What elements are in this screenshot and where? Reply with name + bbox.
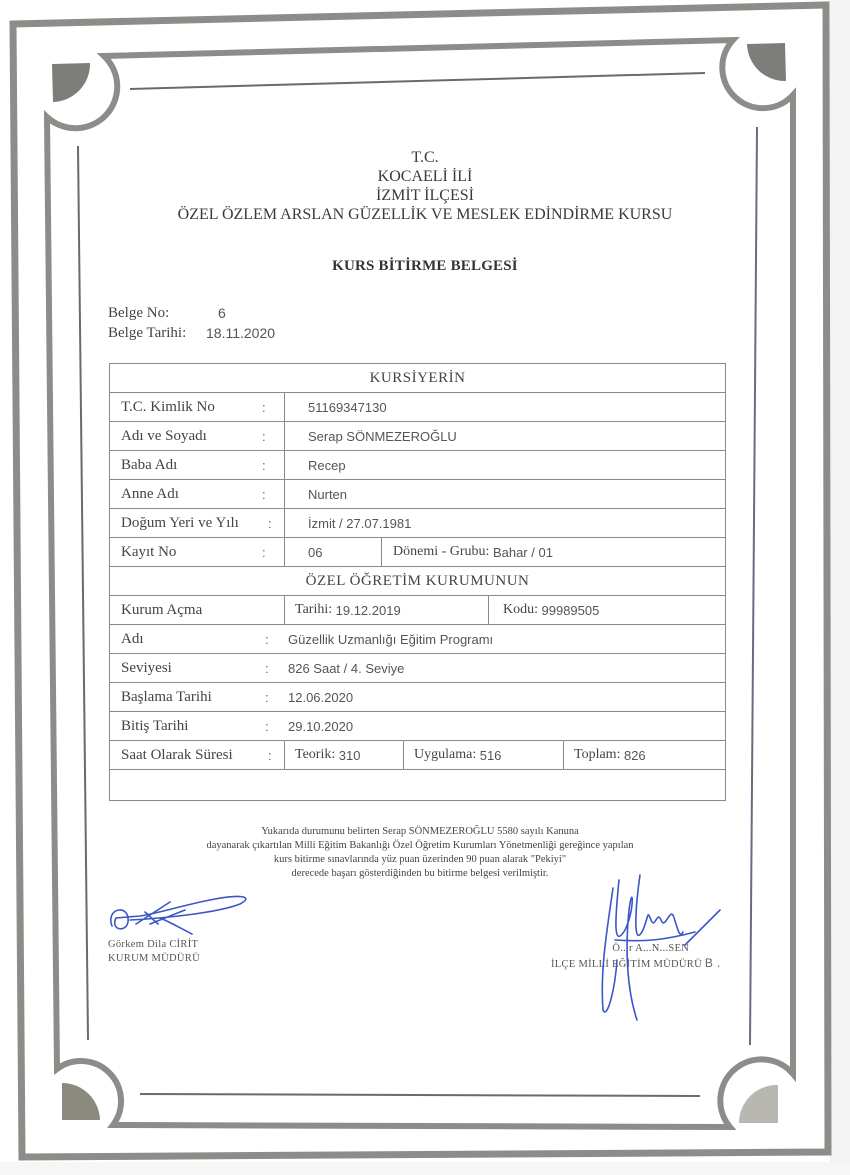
certificate-date-label: Belge Tarihi: bbox=[108, 325, 187, 341]
row-label-cell bbox=[110, 654, 284, 682]
table-row bbox=[110, 682, 725, 711]
top-rule bbox=[130, 73, 705, 89]
certificate-meta bbox=[108, 303, 275, 343]
row-value: Nurten bbox=[284, 480, 347, 508]
table-row bbox=[110, 392, 725, 421]
right-signatory-suffix: B . bbox=[704, 956, 721, 970]
table-row bbox=[110, 624, 725, 653]
colon: : bbox=[265, 660, 269, 676]
colon: : bbox=[262, 399, 266, 415]
table-row bbox=[110, 421, 725, 450]
right-rule bbox=[750, 127, 757, 1045]
row-label: Doğum Yeri ve Yılı bbox=[121, 514, 239, 531]
total-cell bbox=[563, 741, 646, 769]
term-group-cell bbox=[381, 538, 553, 566]
signature-right bbox=[585, 870, 735, 1025]
certificate-number-row bbox=[108, 303, 275, 323]
row-label-cell bbox=[110, 422, 284, 450]
colon: : bbox=[262, 428, 266, 444]
table-row bbox=[110, 450, 725, 479]
theory-label: Teorik: bbox=[295, 747, 336, 762]
row-label-cell bbox=[110, 683, 284, 711]
row-value: Serap SÖNMEZEROĞLU bbox=[284, 422, 457, 450]
term-group-label: Dönemi - Grubu: bbox=[393, 544, 490, 559]
statement-line: kurs bitirme sınavlarında yüz puan üzerinden 90 puan alarak "Pekiyi" bbox=[273, 854, 567, 865]
registration-number: 06 bbox=[284, 538, 381, 566]
practice-value: 516 bbox=[479, 747, 502, 763]
opening-code-value: 99989505 bbox=[541, 602, 600, 618]
statement-line: Yukarıda durumunu belirten Serap SÖNMEZEROĞLU 5580 sayılı Kanuna bbox=[261, 826, 579, 837]
row-value: 51169347130 bbox=[284, 393, 387, 421]
table-row bbox=[110, 479, 725, 508]
row-label: Bitiş Tarihi bbox=[121, 717, 189, 734]
row-label-cell bbox=[110, 480, 284, 508]
right-signatory-title: İLÇE MİLLİ EĞİTİM MÜDÜRÜ bbox=[551, 959, 702, 970]
total-value: 826 bbox=[623, 747, 646, 763]
practice-cell bbox=[403, 741, 563, 769]
opening-date-label: Tarihi: bbox=[295, 602, 333, 617]
certificate-number-value: 6 bbox=[218, 305, 226, 321]
corner-ornament-top-left bbox=[52, 63, 90, 102]
row-label: Baba Adı bbox=[121, 456, 178, 473]
row-value: 12.06.2020 bbox=[288, 689, 354, 705]
issuer-header bbox=[100, 148, 750, 224]
registration-label: Kayıt No bbox=[121, 543, 177, 560]
theory-cell bbox=[284, 741, 403, 769]
opening-row bbox=[110, 595, 725, 624]
trainee-section-header bbox=[110, 364, 725, 392]
theory-value: 310 bbox=[338, 747, 361, 763]
left-signatory-name: Görkem Dila CİRİT bbox=[108, 939, 199, 950]
document-title: KURS BİTİRME BELGESİ bbox=[332, 258, 518, 274]
opening-code-label: Kodu: bbox=[503, 602, 538, 617]
row-label-cell bbox=[110, 393, 284, 421]
practice-label: Uygulama: bbox=[414, 747, 477, 762]
opening-code-cell bbox=[488, 596, 599, 624]
certificate-date-row bbox=[108, 323, 275, 343]
empty-row bbox=[110, 769, 725, 800]
bottom-rule bbox=[140, 1094, 700, 1096]
duration-label-cell bbox=[110, 741, 284, 769]
institution-section-header bbox=[110, 566, 725, 595]
term-group-value: Bahar / 01 bbox=[492, 544, 553, 560]
details-table bbox=[109, 363, 726, 801]
header-province: KOCAELİ İLİ bbox=[377, 168, 473, 185]
opening-date-value: 19.12.2019 bbox=[335, 602, 401, 618]
row-label: Başlama Tarihi bbox=[121, 688, 212, 705]
registration-row bbox=[110, 537, 725, 566]
colon: : bbox=[265, 689, 269, 705]
left-signatory bbox=[108, 938, 200, 966]
table-row bbox=[110, 711, 725, 740]
colon: : bbox=[262, 544, 266, 560]
row-label-cell bbox=[110, 451, 284, 479]
header-district: İZMİT İLÇESİ bbox=[376, 187, 474, 204]
corner-ornament-top-right bbox=[747, 43, 786, 81]
trainee-section-title: KURSİYERİN bbox=[369, 369, 466, 386]
duration-row bbox=[110, 740, 725, 769]
row-value: İzmit / 27.07.1981 bbox=[284, 509, 411, 537]
right-signatory-name: Ö...r A...N...SEN bbox=[612, 943, 690, 954]
institution-section-title: ÖZEL ÖĞRETİM KURUMUNUN bbox=[305, 572, 530, 589]
row-label-cell bbox=[110, 625, 284, 653]
row-label-cell bbox=[110, 712, 284, 740]
row-label: Adı bbox=[121, 630, 144, 647]
row-label: Anne Adı bbox=[121, 485, 179, 502]
total-label: Toplam: bbox=[574, 747, 621, 762]
row-value: Recep bbox=[284, 451, 346, 479]
row-value: 29.10.2020 bbox=[288, 718, 354, 734]
table-row bbox=[110, 653, 725, 682]
colon: : bbox=[268, 515, 272, 531]
row-label: T.C. Kimlik No bbox=[121, 398, 215, 415]
opening-date-cell bbox=[284, 596, 488, 624]
colon: : bbox=[268, 747, 272, 763]
header-institution: ÖZEL ÖZLEM ARSLAN GÜZELLİK VE MESLEK EDİNDİRME KURSU bbox=[177, 206, 673, 223]
certificate-number-label: Belge No: bbox=[108, 305, 170, 321]
corner-ornament-bottom-right bbox=[739, 1085, 778, 1123]
statement-line: derecede başarı gösterdiğinden bu bitirme belgesi verilmiştir. bbox=[291, 868, 549, 879]
header-country: T.C. bbox=[411, 149, 439, 166]
opening-label: Kurum Açma bbox=[121, 601, 203, 618]
row-value: Güzellik Uzmanlığı Eğitim Programı bbox=[288, 631, 494, 647]
colon: : bbox=[265, 631, 269, 647]
row-label-cell bbox=[110, 509, 284, 537]
statement-line: dayanarak çıkartılan Milli Eğitim Bakanlığı Özel Öğretim Kurumları Yönetmenliği gereğince yapılan bbox=[206, 840, 634, 851]
duration-label: Saat Olarak Süresi bbox=[121, 746, 233, 763]
signature-stroke bbox=[602, 875, 720, 1020]
row-value: 826 Saat / 4. Seviye bbox=[288, 660, 405, 676]
left-signatory-title: KURUM MÜDÜRÜ bbox=[108, 953, 200, 964]
row-label-cell bbox=[110, 538, 284, 566]
corner-ornament-bottom-left bbox=[62, 1083, 100, 1120]
colon: : bbox=[262, 457, 266, 473]
colon: : bbox=[262, 486, 266, 502]
colon: : bbox=[265, 718, 269, 734]
signature-stroke bbox=[111, 897, 246, 934]
row-label: Adı ve Soyadı bbox=[121, 427, 207, 444]
table-row bbox=[110, 508, 725, 537]
certificate-date-value: 18.11.2020 bbox=[206, 325, 276, 341]
row-label: Seviyesi bbox=[121, 659, 172, 676]
left-rule bbox=[78, 146, 88, 1040]
